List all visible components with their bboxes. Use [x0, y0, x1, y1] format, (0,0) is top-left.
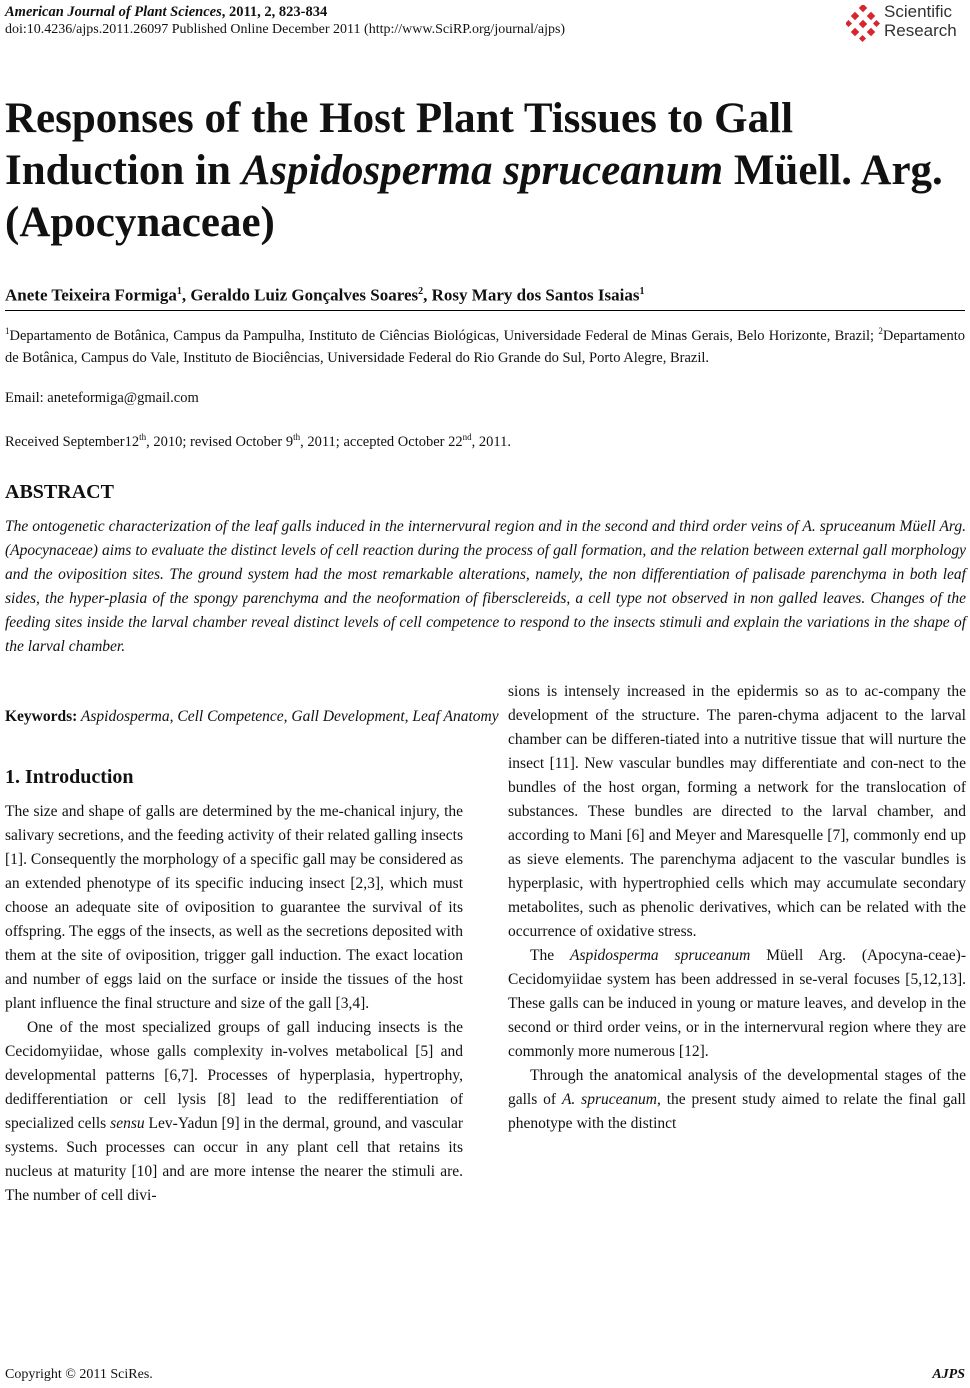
- affil-sup-1: 1: [5, 326, 10, 336]
- journal-header: [5, 3, 327, 21]
- paragraph-part: Müell Arg. (Apocyna-ceae)-Cecidomyiidae system has been addressed in se-veral focuses [5,12,13]. These galls can be induced in young or mature leaves, and develop in the second or third order veins, or in the internervural region where they are commonly more numerous [12].: [508, 947, 966, 1060]
- paragraph-part: Through the anatomical analysis of the developmental stages of the galls of: [508, 1067, 966, 1108]
- received-sup-2: th: [293, 432, 301, 442]
- received-1: Received September12: [5, 433, 140, 450]
- abstract-part-2: Apocynaceae: [10, 542, 93, 559]
- paragraph-italic: A. spruceanum: [561, 1091, 657, 1108]
- author-2-sup: 2: [418, 286, 424, 297]
- abstract-heading: ABSTRACT: [5, 481, 114, 503]
- title-line-3: (Apocynaceae): [5, 199, 275, 246]
- logo-line-2: Research: [884, 21, 957, 40]
- left-column: [5, 800, 463, 1208]
- affil-1: Departamento de Botânica, Campus da Pampulha, Instituto de Ciências Biológicas, Universidade Federal de Minas Gerais, Belo Horizonte, Brazil;: [9, 327, 879, 344]
- author-2: , Geraldo Luiz Gonçalves Soares: [181, 285, 419, 305]
- received-dates: [5, 426, 511, 453]
- paragraph-part: The: [530, 947, 570, 964]
- paragraph-part: Lev-Yadun [9] in the dermal, ground, and vascular systems. Such processes can occur in any plant cell that retains its nucleus at maturity [10] and are more intense the nearer the stimuli are. The number of cell divi-: [5, 1115, 463, 1204]
- logo-icon: [846, 5, 880, 43]
- journal-details: , 2011, 2, 823-834: [221, 4, 328, 20]
- received-2: , 2010; revised October 9: [146, 433, 294, 450]
- section-heading: 1. Introduction: [5, 766, 134, 788]
- received-sup-1: th: [139, 432, 147, 442]
- received-4: , 2011.: [471, 433, 511, 450]
- doi-line: doi:10.4236/ajps.2011.26097 Published Online December 2011 (http://www.SciRP.org/journal/ajps): [5, 22, 566, 37]
- affiliations: [5, 320, 965, 369]
- author-3-sup: 1: [639, 286, 645, 297]
- keywords-list: Aspidosperma, Cell Competence, Gall Development, Leaf Anatomy: [77, 708, 499, 725]
- paragraph: The size and shape of galls are determined by the me-chanical injury, the salivary secretions, and the feeding activity of their related galling insects [1]. Consequently the morphology of a specific gall may be considered as an extended phenotype of its specific inducing insect [2,3], which must choose an adequate site of oviposition to guarantee the survival of its offspring. The eggs of the insects, as well as the secretions deposited with them at the site of oviposition, trigger gall induction. The exact location and number of eggs laid on the surface or inside the tissues of the host plant influence the final structure and size of the gall [3,4].: [5, 803, 463, 1012]
- paragraph-italic: sensu: [110, 1115, 145, 1132]
- logo-line-1: Scientific: [884, 2, 953, 21]
- paragraph: [508, 1064, 966, 1136]
- affil-sup-2: 2: [878, 326, 883, 336]
- email: Email: aneteformiga@gmail.com: [5, 390, 199, 406]
- paper-title: [5, 93, 970, 249]
- paragraph: [508, 944, 966, 1064]
- paragraph: sions is intensely increased in the epidermis so as to ac-company the development of the structure. The paren-chyma adjacent to the larval chamber can be differen-tiated into a nutritive tissue that will nurture the insect [11]. New vascular bundles may differentiate and con-nect to the bundles of the host organ, forming a network for the translocation of substances. These bundles are directed to the larval chamber, and according to Mani [6] and Meyer and Maresquelle [7], commonly end up as sieve elements. The parenchyma adjacent to the vascular bundles is hyperplasic, with hypertrophied cells which may accumulate secondary metabolites, such as phenolic derivatives, which can be related with the occurrence of oxidative stress.: [508, 683, 966, 940]
- title-species: Aspidosperma spruceanum: [241, 147, 724, 194]
- affil-2: Departamento de Botânica, Campus do Vale, Instituto de Biociências, Universidade Federal do Rio Grande do Sul, Porto Alegre, Brazil.: [5, 327, 965, 366]
- copyright: Copyright © 2011 SciRes.: [5, 1367, 153, 1382]
- paragraph-part: , the present study aimed to relate the final gall phenotype with the distinct: [508, 1091, 966, 1132]
- title-line-2-pre: Induction in: [5, 147, 242, 194]
- author-1: Anete Teixeira Formiga: [5, 285, 177, 305]
- author-list: [5, 281, 644, 307]
- publisher-logo: [846, 2, 966, 46]
- author-3: , Rosy Mary dos Santos Isaias: [423, 285, 640, 305]
- abstract-text: [5, 515, 966, 659]
- right-column: [508, 680, 966, 1136]
- paragraph-part: One of the most specialized groups of gall inducing insects is the Cecidomyiidae, whose galls complexity in-volves metabolical [5] and developmental patterns [6,7]. Processes of hyperplasia, hypertrophy, dedifferentiation or cell lysis [8] lead to the redifferentiation of specialized cells: [5, 1019, 463, 1132]
- journal-abbrev: AJPS: [932, 1367, 965, 1382]
- title-line-1: Responses of the Host Plant Tissues to Gall: [5, 95, 794, 142]
- received-sup-3: nd: [462, 432, 472, 442]
- abstract-part-1: The ontogenetic characterization of the leaf galls induced in the internervural region and in the second and third order veins of A. spruceanum Müell Arg. (: [5, 518, 966, 559]
- abstract-part-3: ) aims to evaluate the distinct levels of cell reaction during the process of gall formation, and the relation between external gall morphology and the oviposition sites. The ground system had the most remarkable alterations, namely, the non differentiation of palisade parenchyma in both leaf sides, the hyper-plasia of the spongy parenchyma and the neoformation of fibersclereids, a cell type not observed in non galled leaves. Changes of the feeding sites inside the larval chamber reveal distinct levels of cell competence to respond to the insects stimuli and explain the variations in the shape of the larval chamber.: [5, 542, 966, 655]
- keywords-label: Keywords:: [5, 708, 78, 725]
- keywords: [5, 706, 499, 728]
- divider: [5, 310, 965, 311]
- paragraph-italic: Aspidosperma spruceanum: [569, 947, 751, 964]
- journal-name: American Journal of Plant Sciences: [5, 4, 222, 20]
- author-1-sup: 1: [176, 286, 182, 297]
- title-line-2: [5, 145, 970, 197]
- received-3: , 2011; accepted October 22: [300, 433, 463, 450]
- paragraph: [5, 1016, 463, 1208]
- title-line-2-post: Müell. Arg.: [723, 147, 943, 194]
